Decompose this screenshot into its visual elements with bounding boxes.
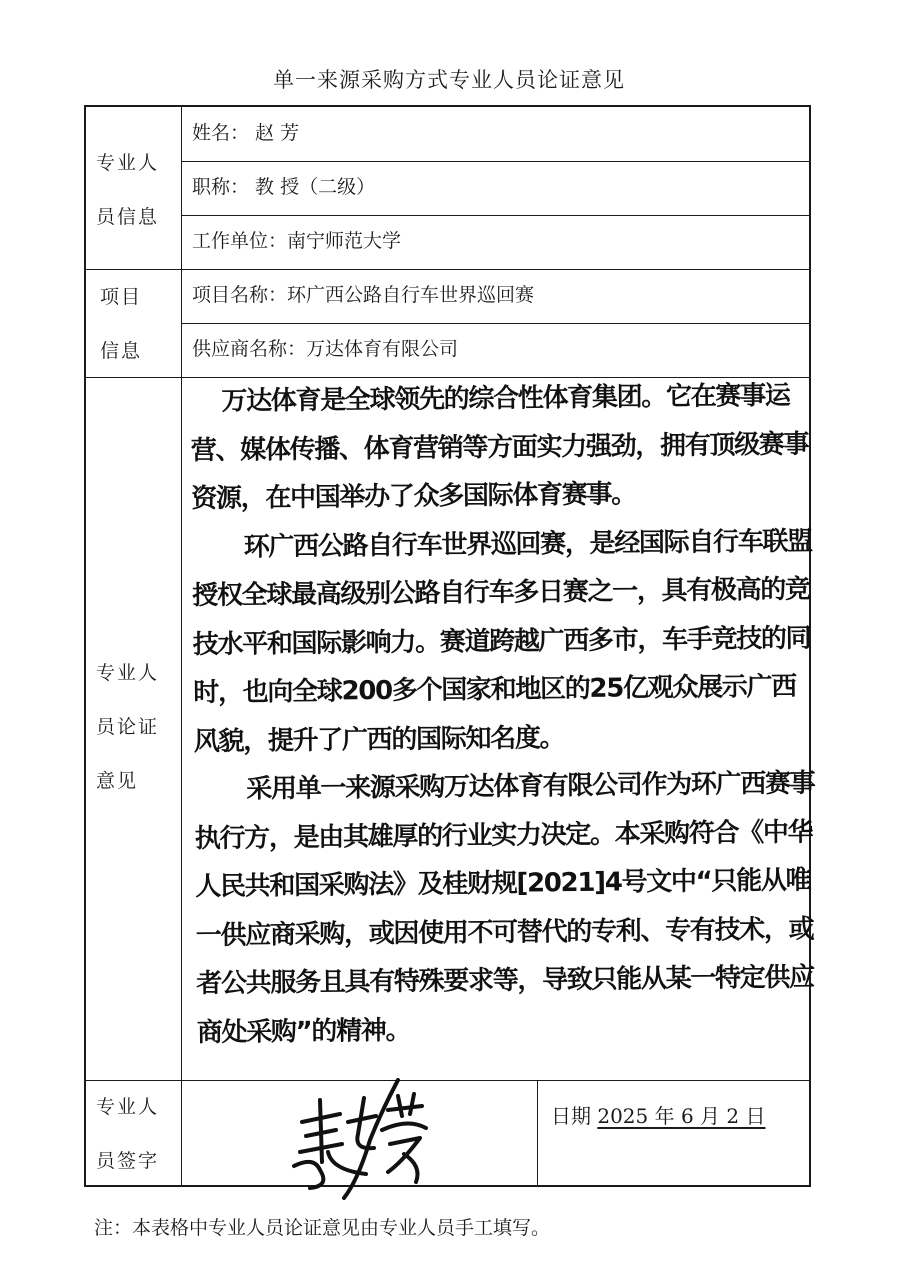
handwritten-signature [270,1070,460,1205]
project-name-field: 项目名称：环广西公路自行车世界巡回赛 [192,284,535,306]
label-line: 员论证 [96,716,160,738]
date-value: 2025 年 6 月 2 日 [597,1104,766,1128]
signature-date [551,1100,766,1129]
label-line: 信息 [100,340,143,362]
label-line: 专业人 [96,1096,160,1118]
name-field: 姓名： 赵 芳 [192,122,300,144]
column-divider [181,105,182,1187]
project-info-label [100,270,142,378]
opinion-paragraph: 采用单一来源采购万达体育有限公司作为环广西赛事执行方，是由其雄厚的行业实力决定。本采购符合《中华人民共和国采购法》及桂财规[2021]4号文中“只能从唯一供应商采购，或因使用不可替代的专利、专有技术，或者公共服务且具有特殊要求等，导致只能从某一特定供应商处采购”的精神。 [194,768,815,1048]
label-line: 专业人 [96,662,160,684]
label-line: 专业人 [96,152,160,174]
signature-label [96,1080,159,1188]
opinion-paragraph: 环广西公路自行车世界巡回赛，是经国际自行车联盟授权全球最高级别公路自行车多日赛之一，具有极高的竞技水平和国际影响力。赛道跨越广西多市，车手竞技的同时，也向全球200多个国家和地区的25亿观众展示广西风貌，提升了广西的国际知名度。 [192,525,813,757]
form-title: 单一来源采购方式专业人员论证意见 [273,68,625,92]
row-divider [181,323,811,324]
label-line: 员信息 [96,206,160,228]
personnel-info-label [96,136,159,244]
footnote: 注：本表格中专业人员论证意见由专业人员手工填写。 [94,1217,551,1239]
handwritten-opinion [190,371,819,1056]
label-line: 意见 [96,770,139,792]
title-field: 职称： 教 授（二级） [192,176,376,198]
column-divider [537,1080,538,1187]
opinion-paragraph: 万达体育是全球领先的综合性体育集团。它在赛事运营、媒体传播、体育营销等方面实力强劲，拥有顶级赛事资源，在中国举办了众多国际体育赛事。 [190,380,809,514]
date-label: 日期 [551,1104,591,1128]
label-line: 项目 [100,286,143,308]
label-line: 员签字 [96,1150,160,1172]
supplier-field: 供应商名称：万达体育有限公司 [192,338,459,360]
employer-field: 工作单位：南宁师范大学 [192,230,402,252]
opinion-label [96,646,159,808]
row-divider [84,269,811,270]
row-divider [181,215,811,216]
row-divider [181,161,811,162]
